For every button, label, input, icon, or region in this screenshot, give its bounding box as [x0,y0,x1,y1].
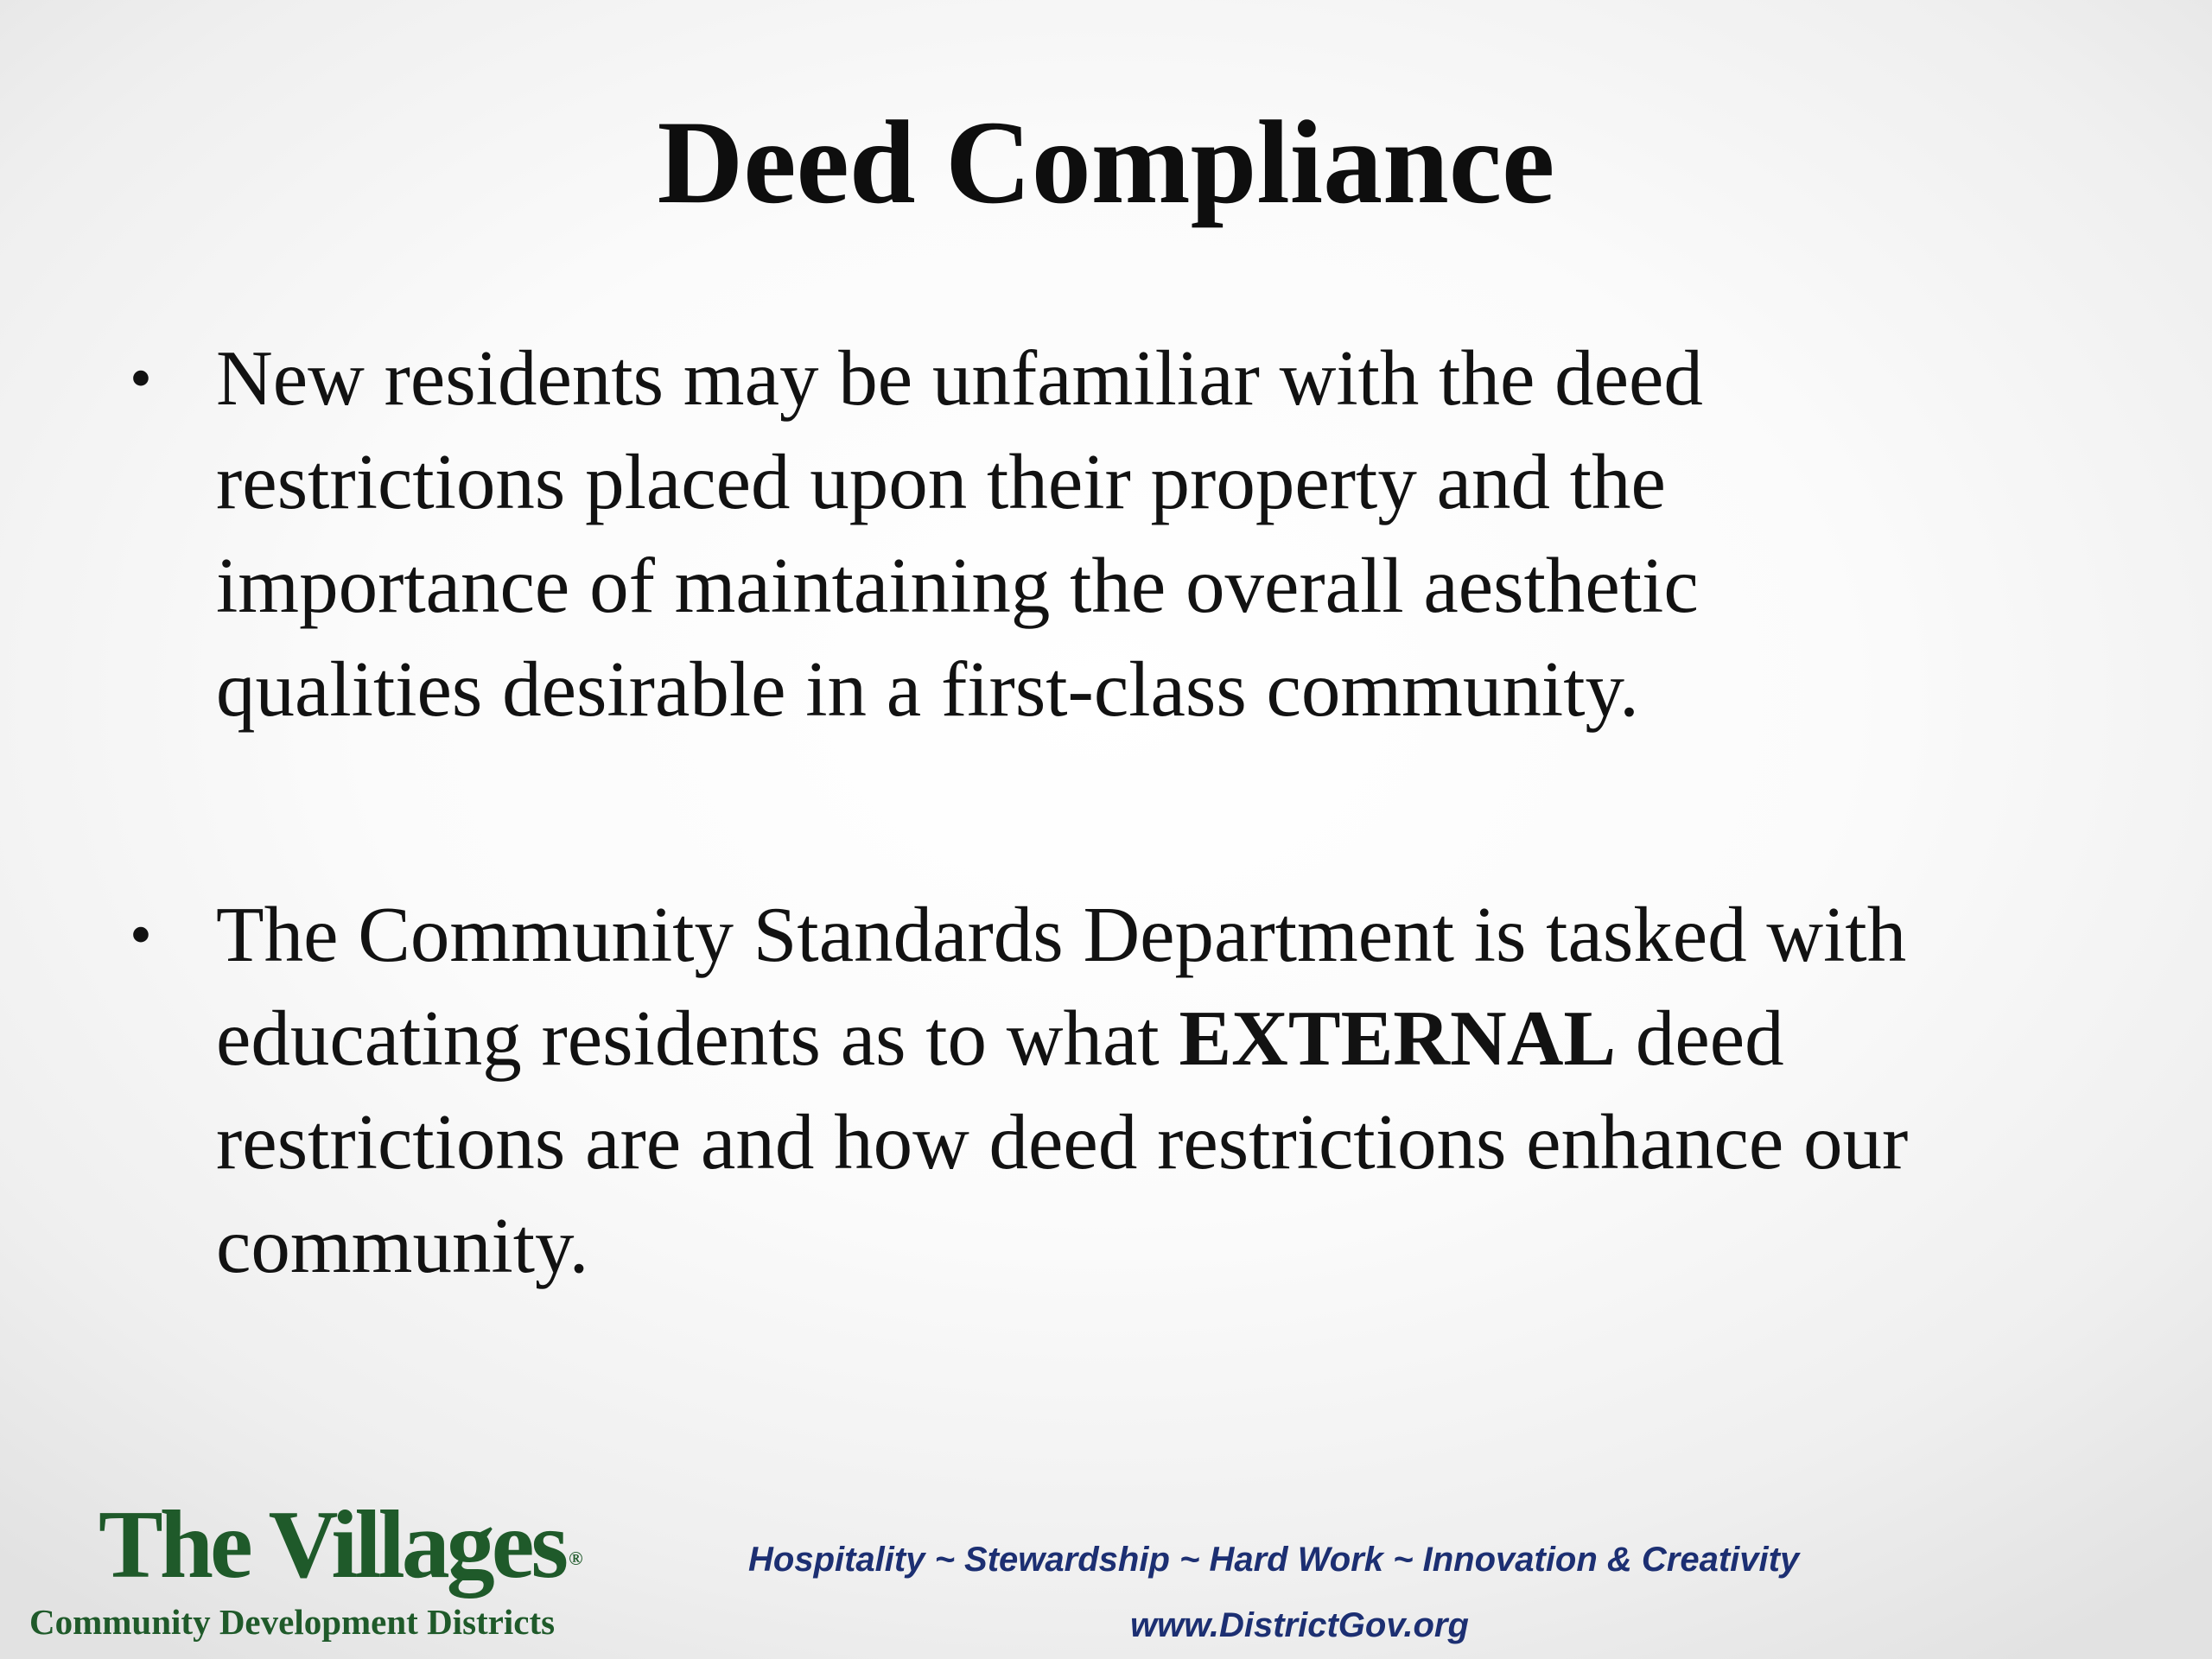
bullet-marker: • [130,343,152,414]
bullet-line-text: deed [1616,995,1784,1082]
emphasis-external: EXTERNAL [1179,995,1617,1082]
bullet-line: qualities desirable in a first-class community. [216,645,1639,733]
bullet-line: restrictions placed upon their property and the [216,438,1666,525]
bullet-marker: • [130,899,152,970]
bullet-line-text: educating residents as to what [216,995,1179,1082]
registered-mark: ® [569,1548,583,1569]
logo-wordmark [99,1493,583,1611]
villages-logo [29,1493,669,1649]
logo-text: The Villages [99,1491,566,1599]
bullet-line: New residents may be unfamiliar with the deed [216,334,1703,422]
footer-url[interactable]: www.DistrictGov.org [1130,1606,1469,1644]
bullet-line: restrictions are and how deed restrictions enhance our [216,1098,1909,1185]
bullet-line: The Community Standards Department is tasked with [216,891,1907,978]
slide-title: Deed Compliance [657,96,1555,228]
bullet-text [216,883,1908,1298]
footer-motto: Hospitality ~ Stewardship ~ Hard Work ~ Innovation & Creativity [748,1541,1800,1579]
logo-subtitle: Community Development Districts [29,1602,556,1642]
bullet-line: importance of maintaining the overall aesthetic [216,542,1699,629]
bullet-line [216,987,1908,1090]
bullet-line: community. [216,1202,589,1289]
bullet-text [216,327,1703,741]
